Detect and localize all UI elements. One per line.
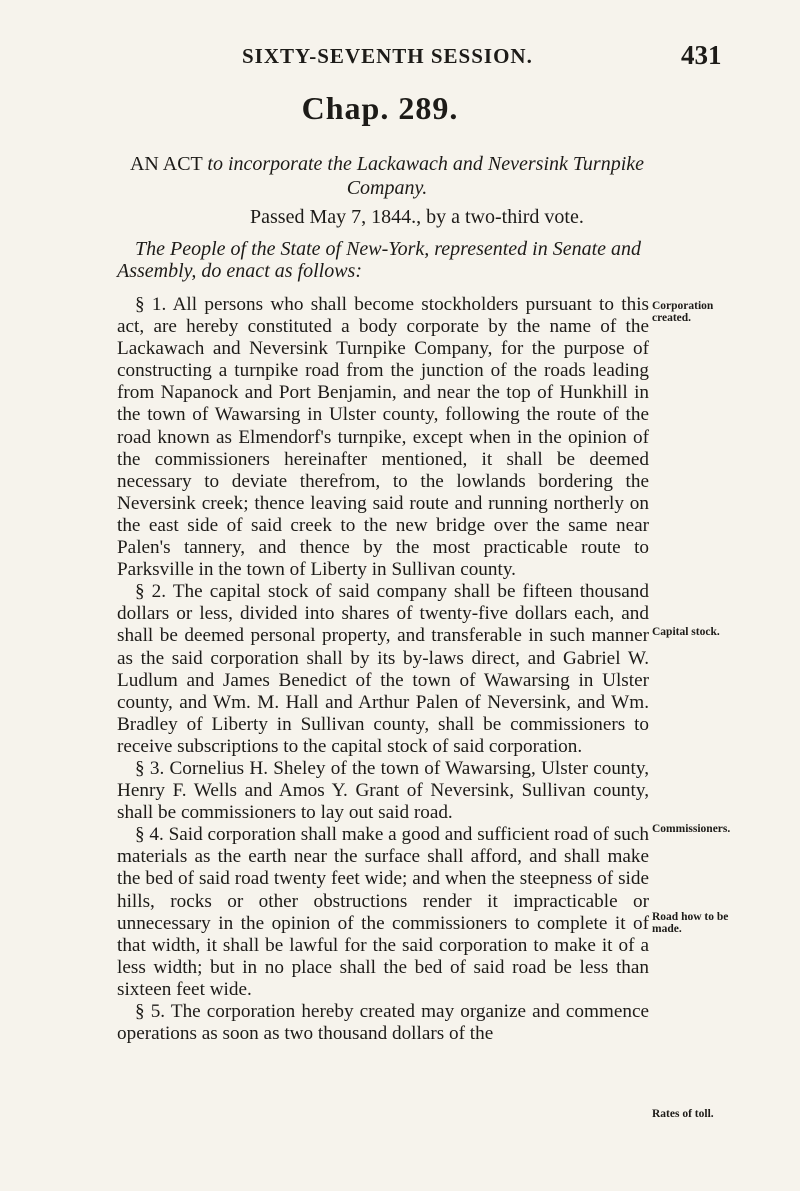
running-head: SIXTY-SEVENTH SESSION. [242, 44, 533, 68]
act-title-lead: AN ACT [129, 153, 203, 175]
section-2: § 2. The capital stock of said company shall be fifteen thousand dollars or less, divided into shares of twenty-five dollars each, and shall be deemed personal property, and transferable in such manner as the said corporation shall by its by-laws direct, and Gabriel W. Ludlum and James Benedict of the town of Wawarsing in Ulster county, and Wm. M. Hall and Arthur Palen of Neversink, and Wm. Bradley of Liberty in Sullivan county, shall be commissioners to receive subscriptions to the capital stock of said corporation. [117, 581, 649, 757]
section-1: § 1. All persons who shall become stockholders pursuant to this act, are hereby constituted a body corporate by the name of the Lackawach and Neversink Turnpike Company, for the purpose of constructing a turnpike road from the junction of the roads leading from Napanock and Port Benjamin, and near the top of Hunkhill in the town of Wawarsing in Ulster county, following the route of the road known as Elmendorf's turnpike, except when in the opinion of the commissioners hereinafter mentioned, it shall be deemed necessary to deviate therefrom, to the lowlands bordering the Neversink creek; thence leaving said route and running northerly on the east side of said creek to the new bridge over the same near Palen's tannery, and thence by the most practicable route to Parksville in the town of Liberty in Sullivan county. [117, 294, 649, 581]
enacting-clause: The People of the State of New-York, represented in Senate and Assembly, do enact as follows: [117, 238, 642, 282]
chapter-heading: Chap. 289. [301, 90, 459, 126]
page-number: 431 [681, 40, 722, 70]
section-3: § 3. Cornelius H. Sheley of the town of Wawarsing, Ulster county, Henry F. Wells and Amos Y. Grant of Neversink, Sullivan county, shall be commissioners to lay out said road. [117, 757, 649, 824]
margin-note-road: Road how to be made. [652, 911, 729, 935]
act-title-rest: to incorporate the Lackawach and Neversink Turnpike Company. [207, 153, 645, 199]
section-4: § 4. Said corporation shall make a good and sufficient road of such materials as the earth near the surface shall afford, and shall make the bed of said road twenty feet wide; and when the steepness of side hills, rocks or other obstructions render it impracticable or unnecessary in the opinion of the commissioners to complete it of that width, it shall be lawful for the said corporation to make it of a less width; but in no place shall the bed of said road be less than sixteen feet wide. [117, 824, 649, 1000]
act-title [117, 152, 657, 200]
passed-line: Passed May 7, 1844., by a two-third vote. [250, 206, 584, 228]
margin-note-commissioners: Commissioners. [652, 823, 731, 835]
act-body [117, 294, 649, 1045]
margin-note-capital: Capital stock. [652, 626, 720, 638]
margin-note-corporation: Corporation created. [652, 300, 714, 324]
margin-note-rates: Rates of toll. [652, 1108, 714, 1120]
section-5: § 5. The corporation hereby created may organize and commence operations as soon as two thousand dollars of the [117, 1001, 649, 1045]
